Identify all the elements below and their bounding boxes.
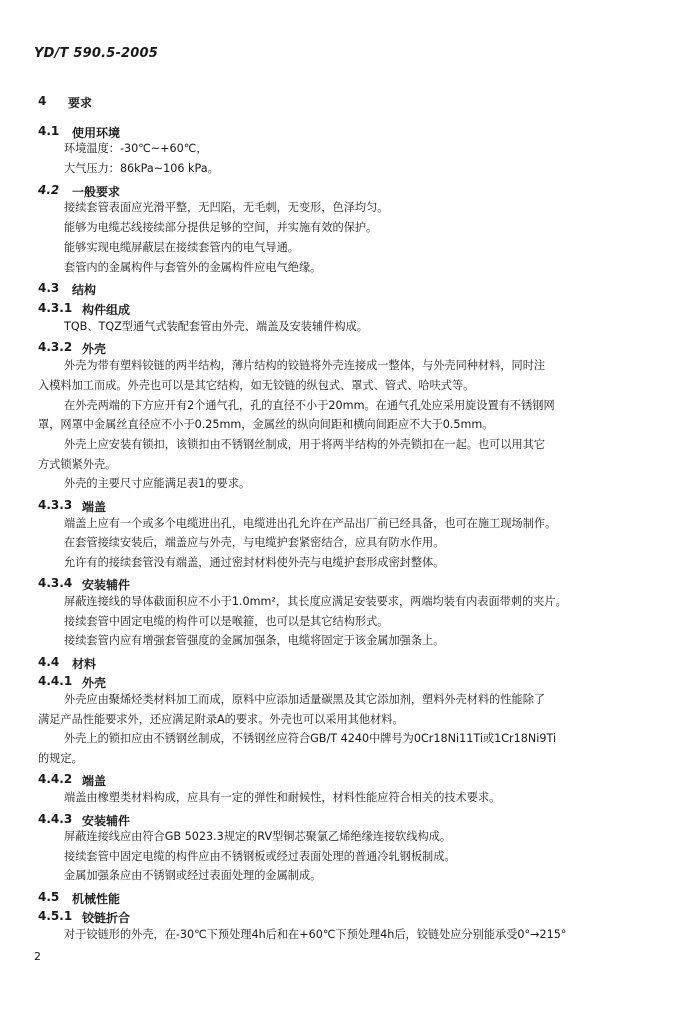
section-title: 外壳 xyxy=(82,342,107,356)
paragraph: 屏蔽连接线应由符合GB 5023.3规定的RV型铜芯聚氯乙烯绝缘连接软线构成。 xyxy=(64,830,452,843)
paragraph: 套管内的金属构件与套管外的金属构件应电气绝缘。 xyxy=(64,261,322,274)
section-title: 机械性能 xyxy=(72,892,121,906)
paragraph: 能够为电缆芯线接续部分提供足够的空间，并实施有效的保护。 xyxy=(64,221,378,234)
section-heading-4-1 xyxy=(38,124,121,140)
paragraph: 方式锁紧外壳。 xyxy=(38,458,117,471)
section-number: 4.4.3 xyxy=(38,812,73,826)
paragraph: 环境温度：-30℃~+60℃， xyxy=(64,142,208,155)
paragraph: 接续套管表面应光滑平整，无凹陷，无毛刺，无变形，色泽均匀。 xyxy=(64,201,389,214)
paragraph: 接续套管中固定电缆的构件应由不锈钢板或经过表面处理的普通冷轧钢板制成。 xyxy=(64,850,456,863)
section-heading-4-3-3 xyxy=(38,498,107,514)
paragraph: 屏蔽连接线的导体截面积应不小于1.0mm²，其长度应满足安装要求，两端均装有内表面带刺的夹片。 xyxy=(64,595,567,608)
paragraph: 外壳上的锁扣应由不锈钢丝制成，不锈钢丝应符合GB/T 4240中牌号为0Cr18Ni11Ti或1Cr18Ni9Ti xyxy=(64,732,557,745)
section-title: 一般要求 xyxy=(72,185,121,199)
paragraph: 罩，网罩中金属丝直径应不小于0.25mm，金属丝的纵向间距和横向间距应不大于0.5mm。 xyxy=(38,418,494,431)
section-number: 4.3.2 xyxy=(38,340,73,354)
page-number: 2 xyxy=(34,950,41,963)
section-title: 安装辅件 xyxy=(82,578,131,592)
section-heading-4-3-4 xyxy=(38,576,131,592)
section-title: 铰链折合 xyxy=(82,911,131,925)
section-heading-4-4-1 xyxy=(38,674,107,690)
section-number: 4.5 xyxy=(38,890,60,904)
paragraph: 金属加强条应由不锈钢或经过表面处理的金属制成。 xyxy=(64,869,322,882)
section-heading-4 xyxy=(38,94,93,110)
section-number: 4.4 xyxy=(38,655,60,669)
paragraph: 允许有的接续套管没有端盖，通过密封材料使外壳与电缆护套形成密封整体。 xyxy=(64,556,445,569)
section-number: 4.3 xyxy=(38,281,60,295)
section-number: 4.4.2 xyxy=(38,772,73,786)
section-number: 4.5.1 xyxy=(38,909,73,923)
section-title: 外壳 xyxy=(82,676,107,690)
paragraph: 对于铰链形的外壳，在-30℃下预处理4h后和在+60℃下预处理4h后，铰链处应分别能承受0°→215° xyxy=(64,928,567,941)
section-title: 要求 xyxy=(68,96,93,110)
paragraph: 外壳的主要尺寸应能满足表1的要求。 xyxy=(64,477,251,490)
section-title: 构件组成 xyxy=(82,303,131,317)
paragraph: 满足产品性能要求外，还应满足附录A的要求。外壳也可以采用其他材料。 xyxy=(38,713,404,726)
paragraph: 接续套管内应有增强套管强度的金属加强条，电缆将固定于该金属加强条上。 xyxy=(64,634,445,647)
paragraph: 的规定。 xyxy=(38,752,83,765)
section-number: 4 xyxy=(38,94,47,108)
section-heading-4-4-2 xyxy=(38,772,107,788)
section-title: 结构 xyxy=(72,283,97,297)
paragraph: 端盖上应有一个或多个电缆进出孔，电缆进出孔允许在产品出厂前已经具备，也可在施工现场制作。 xyxy=(64,517,557,530)
paragraph: 大气压力：86kPa~106 kPa。 xyxy=(64,162,219,175)
section-heading-4-5 xyxy=(38,890,121,906)
section-number: 4.3.1 xyxy=(38,301,73,315)
section-title: 使用环境 xyxy=(72,126,121,140)
paragraph: 端盖由橡塑类材料构成，应具有一定的弹性和耐候性，材料性能应符合相关的技术要求。 xyxy=(64,791,501,804)
section-number: 4.3.4 xyxy=(38,576,73,590)
section-heading-4-3-2 xyxy=(38,340,107,356)
section-heading-4-5-1 xyxy=(38,909,131,925)
section-number: 4.4.1 xyxy=(38,674,73,688)
section-title: 材料 xyxy=(72,657,97,671)
section-heading-4-4-3 xyxy=(38,812,131,828)
paragraph: 入模料加工而成。外壳也可以是其它结构，如无铰链的纵包式、罩式、管式、哈呋式等。 xyxy=(38,379,475,392)
section-number: 4.1 xyxy=(38,124,60,138)
section-number: 4.2 xyxy=(38,183,60,197)
section-title: 端盖 xyxy=(82,774,107,788)
section-heading-4-3 xyxy=(38,281,97,297)
section-title: 安装辅件 xyxy=(82,814,131,828)
paragraph: 接续套管中固定电缆的构件可以是喉箍，也可以是其它结构形式。 xyxy=(64,615,389,628)
section-heading-4-4 xyxy=(38,655,97,671)
standard-code-header: YD/T 590.5-2005 xyxy=(34,46,159,61)
paragraph: 在外壳两端的下方应开有2个通气孔，孔的直径不小于20mm。在通气孔处应采用旋设置有不锈钢网 xyxy=(64,399,555,412)
section-title: 端盖 xyxy=(82,500,107,514)
section-number: 4.3.3 xyxy=(38,498,73,512)
section-heading-4-3-1 xyxy=(38,301,131,317)
paragraph: 外壳上应安装有锁扣，该锁扣由不锈钢丝制成，用于将两半结构的外壳锁扣在一起。也可以用其它 xyxy=(64,438,546,451)
paragraph: 外壳应由聚烯烃类材料加工而成，原料中应添加适量碳黑及其它添加剂，塑料外壳材料的性能除了 xyxy=(64,693,546,706)
paragraph: TQB、TQZ型通气式装配套管由外壳、端盖及安装辅件构成。 xyxy=(64,320,368,333)
section-heading-4-2 xyxy=(38,183,121,199)
paragraph: 能够实现电缆屏蔽层在接续套管内的电气导通。 xyxy=(64,241,299,254)
paragraph: 在套管接续安装后，端盖应与外壳，与电缆护套紧密结合，应具有防水作用。 xyxy=(64,536,445,549)
paragraph: 外壳为带有塑料铰链的两半结构，薄片结构的铰链将外壳连接成一整体，与外壳同种材料，同时注 xyxy=(64,359,546,372)
